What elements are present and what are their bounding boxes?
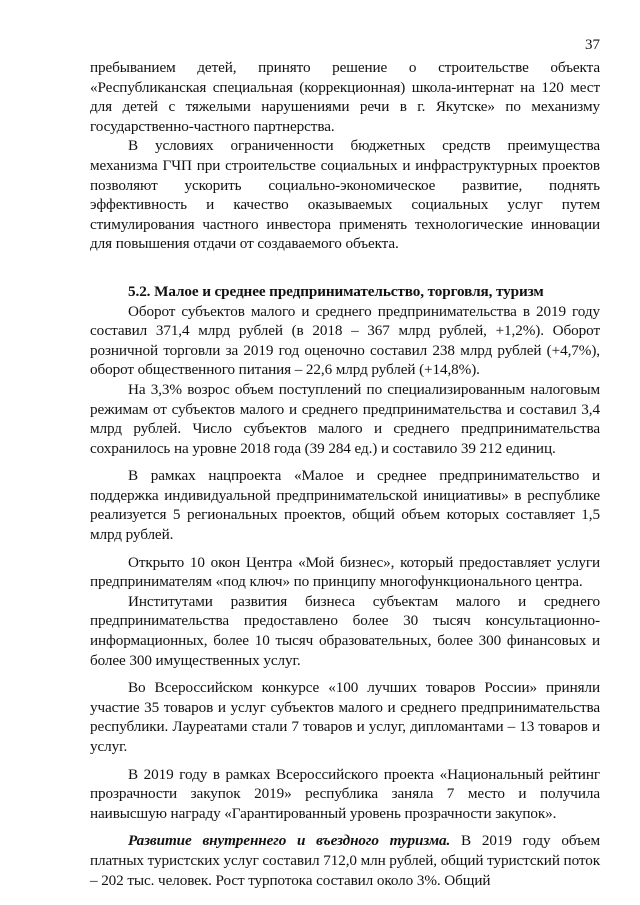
- paragraph-development-institutions: Институтами развития бизнеса субъектам малого и среднего предпринимательства предоставлено более 30 тысяч консультационно-информационных, более 10 тысяч образовательных, более 300 финансовых и более 300 имущественных услуг.: [90, 592, 600, 669]
- paragraph-tourism: [90, 831, 600, 890]
- paragraph-best-goods-contest: Во Всероссийском конкурсе «100 лучших товаров России» приняли участие 35 товаров и услуг субъектов малого и среднего предпринимательства республики. Лауреатами стали 7 товаров и услуг, дипломантами – 13 товаров и услуг.: [90, 679, 600, 755]
- paragraph-national-project: В рамках нацпроекта «Малое и среднее предпринимательство и поддержка индивидуальной предпринимательской инициативы» в республике реализуется 5 региональных проектов, общий объем которых составляет 1,5 млрд рублей.: [90, 467, 600, 544]
- document-body: [90, 58, 600, 890]
- tourism-lead: Развитие внутреннего и въездного туризма.: [128, 832, 451, 850]
- paragraph-my-business-centers: Открыто 10 окон Центра «Мой бизнес», который предоставляет услуги предпринимателям «под ключ» по принципу многофункционального центра.: [90, 553, 600, 591]
- paragraph-continuation: пребыванием детей, принято решение о строительстве объекта «Республиканская специальная (коррекционная) школа-интернат на 120 мест для детей с тяжелыми нарушениями речи в г. Якутске» по механизму государственно-частного партнерства.: [90, 59, 600, 135]
- paragraph-tax-revenue: На 3,3% возрос объем поступлений по специализированным налоговым режимам от субъектов малого и среднего предпринимательства и составил 3,4 млрд рублей. Число субъектов малого и среднего предпринимательства сохранилось на уровне 2018 года (39 284 ед.) и составило 39 212 единиц.: [90, 380, 600, 457]
- section-heading: 5.2. Малое и среднее предпринимательство, торговля, туризм: [128, 282, 544, 300]
- page-number: 37: [585, 37, 600, 53]
- paragraph-ppp-advantages: В условиях ограниченности бюджетных средств преимущества механизма ГЧП при строительстве социальных и инфраструктурных проектов позволяют ускорить социально-экономическое развитие, поднять эффективность и качество оказываемых социальных услуг путем стимулирования частного инвестора применять технологические инновации для повышения отдачи от создаваемого объекта.: [90, 137, 600, 253]
- paragraph-procurement-rating: В 2019 году в рамках Всероссийского проекта «Национальный рейтинг прозрачности закупок 2019» республика заняла 7 место и получила наивысшую награду «Гарантированный уровень прозрачности закупок».: [90, 765, 600, 822]
- paragraph-turnover: Оборот субъектов малого и среднего предпринимательства в 2019 году составил 371,4 млрд рублей (в 2018 – 367 млрд рублей, +1,2%). Оборот розничной торговли за 2019 год оценочно составил 238 млрд рублей (+4,7%), оборот общественного питания – 22,6 млрд рублей (+14,8%).: [90, 302, 600, 379]
- tourism-text: В 2019 году объем платных туристских услуг составил 712,0 млн рублей, общий туристский поток – 202 тыс. человек. Рост турпотока составил около 3%. Общий: [90, 832, 600, 889]
